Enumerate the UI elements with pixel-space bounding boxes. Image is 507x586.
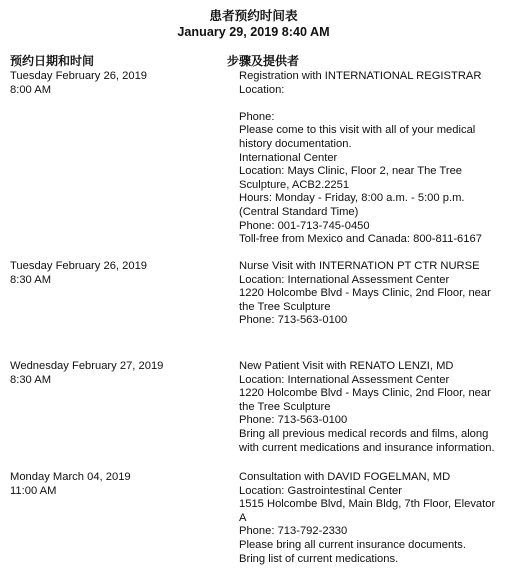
- detail-line: Bring list of current medications.: [239, 552, 399, 565]
- appointment-date: Tuesday February 26, 2019: [10, 70, 148, 82]
- detail-line: (Central Standard Time): [239, 205, 359, 218]
- header-date-time: 预约日期和时间: [10, 54, 95, 68]
- appointment-details: [239, 260, 501, 328]
- detail-line: Phone: 713-563-0100: [239, 414, 348, 427]
- appointment-time: 8:30 AM: [10, 373, 52, 386]
- detail-line: Phone: 001-713-745-0450: [239, 219, 370, 232]
- detail-line: Bring all previous medical records and films, along: [239, 427, 489, 440]
- detail-line: Hours: Monday - Friday, 8:00 a.m. - 5:00 p.m.: [239, 192, 465, 205]
- detail-line: 1220 Holcombe Blvd - Mays Clinic, 2nd Floor, near: [239, 287, 491, 300]
- document-datetime: January 29, 2019 8:40 AM: [177, 25, 330, 39]
- detail-line: Location: Mays Clinic, Floor 2, near The Tree: [239, 165, 463, 178]
- detail-line: the Tree Sculpture: [239, 300, 331, 313]
- detail-line: International Center: [239, 151, 338, 164]
- appointment-1: [0, 70, 507, 260]
- appointment-details: [239, 360, 501, 455]
- detail-line: Registration with INTERNATIONAL REGISTRAR: [239, 70, 482, 82]
- appointment-details: [239, 70, 501, 247]
- header-step-provider: 步骤及提供者: [227, 54, 300, 68]
- appointment-time: 11:00 AM: [10, 484, 57, 497]
- appointment-date: Monday March 04, 2019: [10, 471, 131, 483]
- document-title: 患者预约时间表: [209, 9, 298, 23]
- detail-line: Phone: 713-563-0100: [239, 314, 348, 327]
- detail-line: A: [239, 511, 247, 524]
- appointment-3: [0, 360, 507, 471]
- appointment-details: [239, 471, 501, 566]
- appointment-4: [0, 471, 507, 571]
- detail-line: Toll-free from Mexico and Canada: 800-811-6167: [239, 233, 482, 246]
- detail-line: 1220 Holcombe Blvd - Mays Clinic, 2nd Floor, near: [239, 387, 491, 400]
- detail-line: Please bring all current insurance documents.: [239, 538, 466, 551]
- detail-line: Phone:: [239, 110, 275, 123]
- detail-line: with current medications and insurance information.: [239, 441, 495, 454]
- detail-line: the Tree Sculpture: [239, 400, 331, 413]
- appointment-date: Tuesday February 26, 2019: [10, 260, 148, 272]
- detail-line: [239, 97, 501, 111]
- appointment-date: Wednesday February 27, 2019: [10, 360, 164, 372]
- detail-line: Sculpture, ACB2.2251: [239, 178, 350, 191]
- detail-line: New Patient Visit with RENATO LENZI, MD: [239, 360, 454, 372]
- detail-line: Please come to this visit with all of your medical: [239, 124, 476, 137]
- detail-line: history documentation.: [239, 137, 352, 150]
- appointment-2: [0, 260, 507, 360]
- detail-line: Phone: 713-792-2330: [239, 525, 348, 538]
- detail-line: Location:: [239, 83, 285, 96]
- appointment-time: 8:00 AM: [10, 83, 52, 96]
- appointment-time: 8:30 AM: [10, 273, 52, 286]
- detail-line: Nurse Visit with INTERNATION PT CTR NURSE: [239, 260, 480, 272]
- detail-line: Consultation with DAVID FOGELMAN, MD: [239, 471, 451, 483]
- detail-line: Location: International Assessment Center: [239, 273, 450, 286]
- column-headers: [0, 55, 507, 70]
- detail-line: Location: Gastrointestinal Center: [239, 484, 402, 497]
- detail-line: 1515 Holcombe Blvd, Main Bldg, 7th Floor, Elevator: [239, 498, 496, 511]
- detail-line: Location: International Assessment Center: [239, 373, 450, 386]
